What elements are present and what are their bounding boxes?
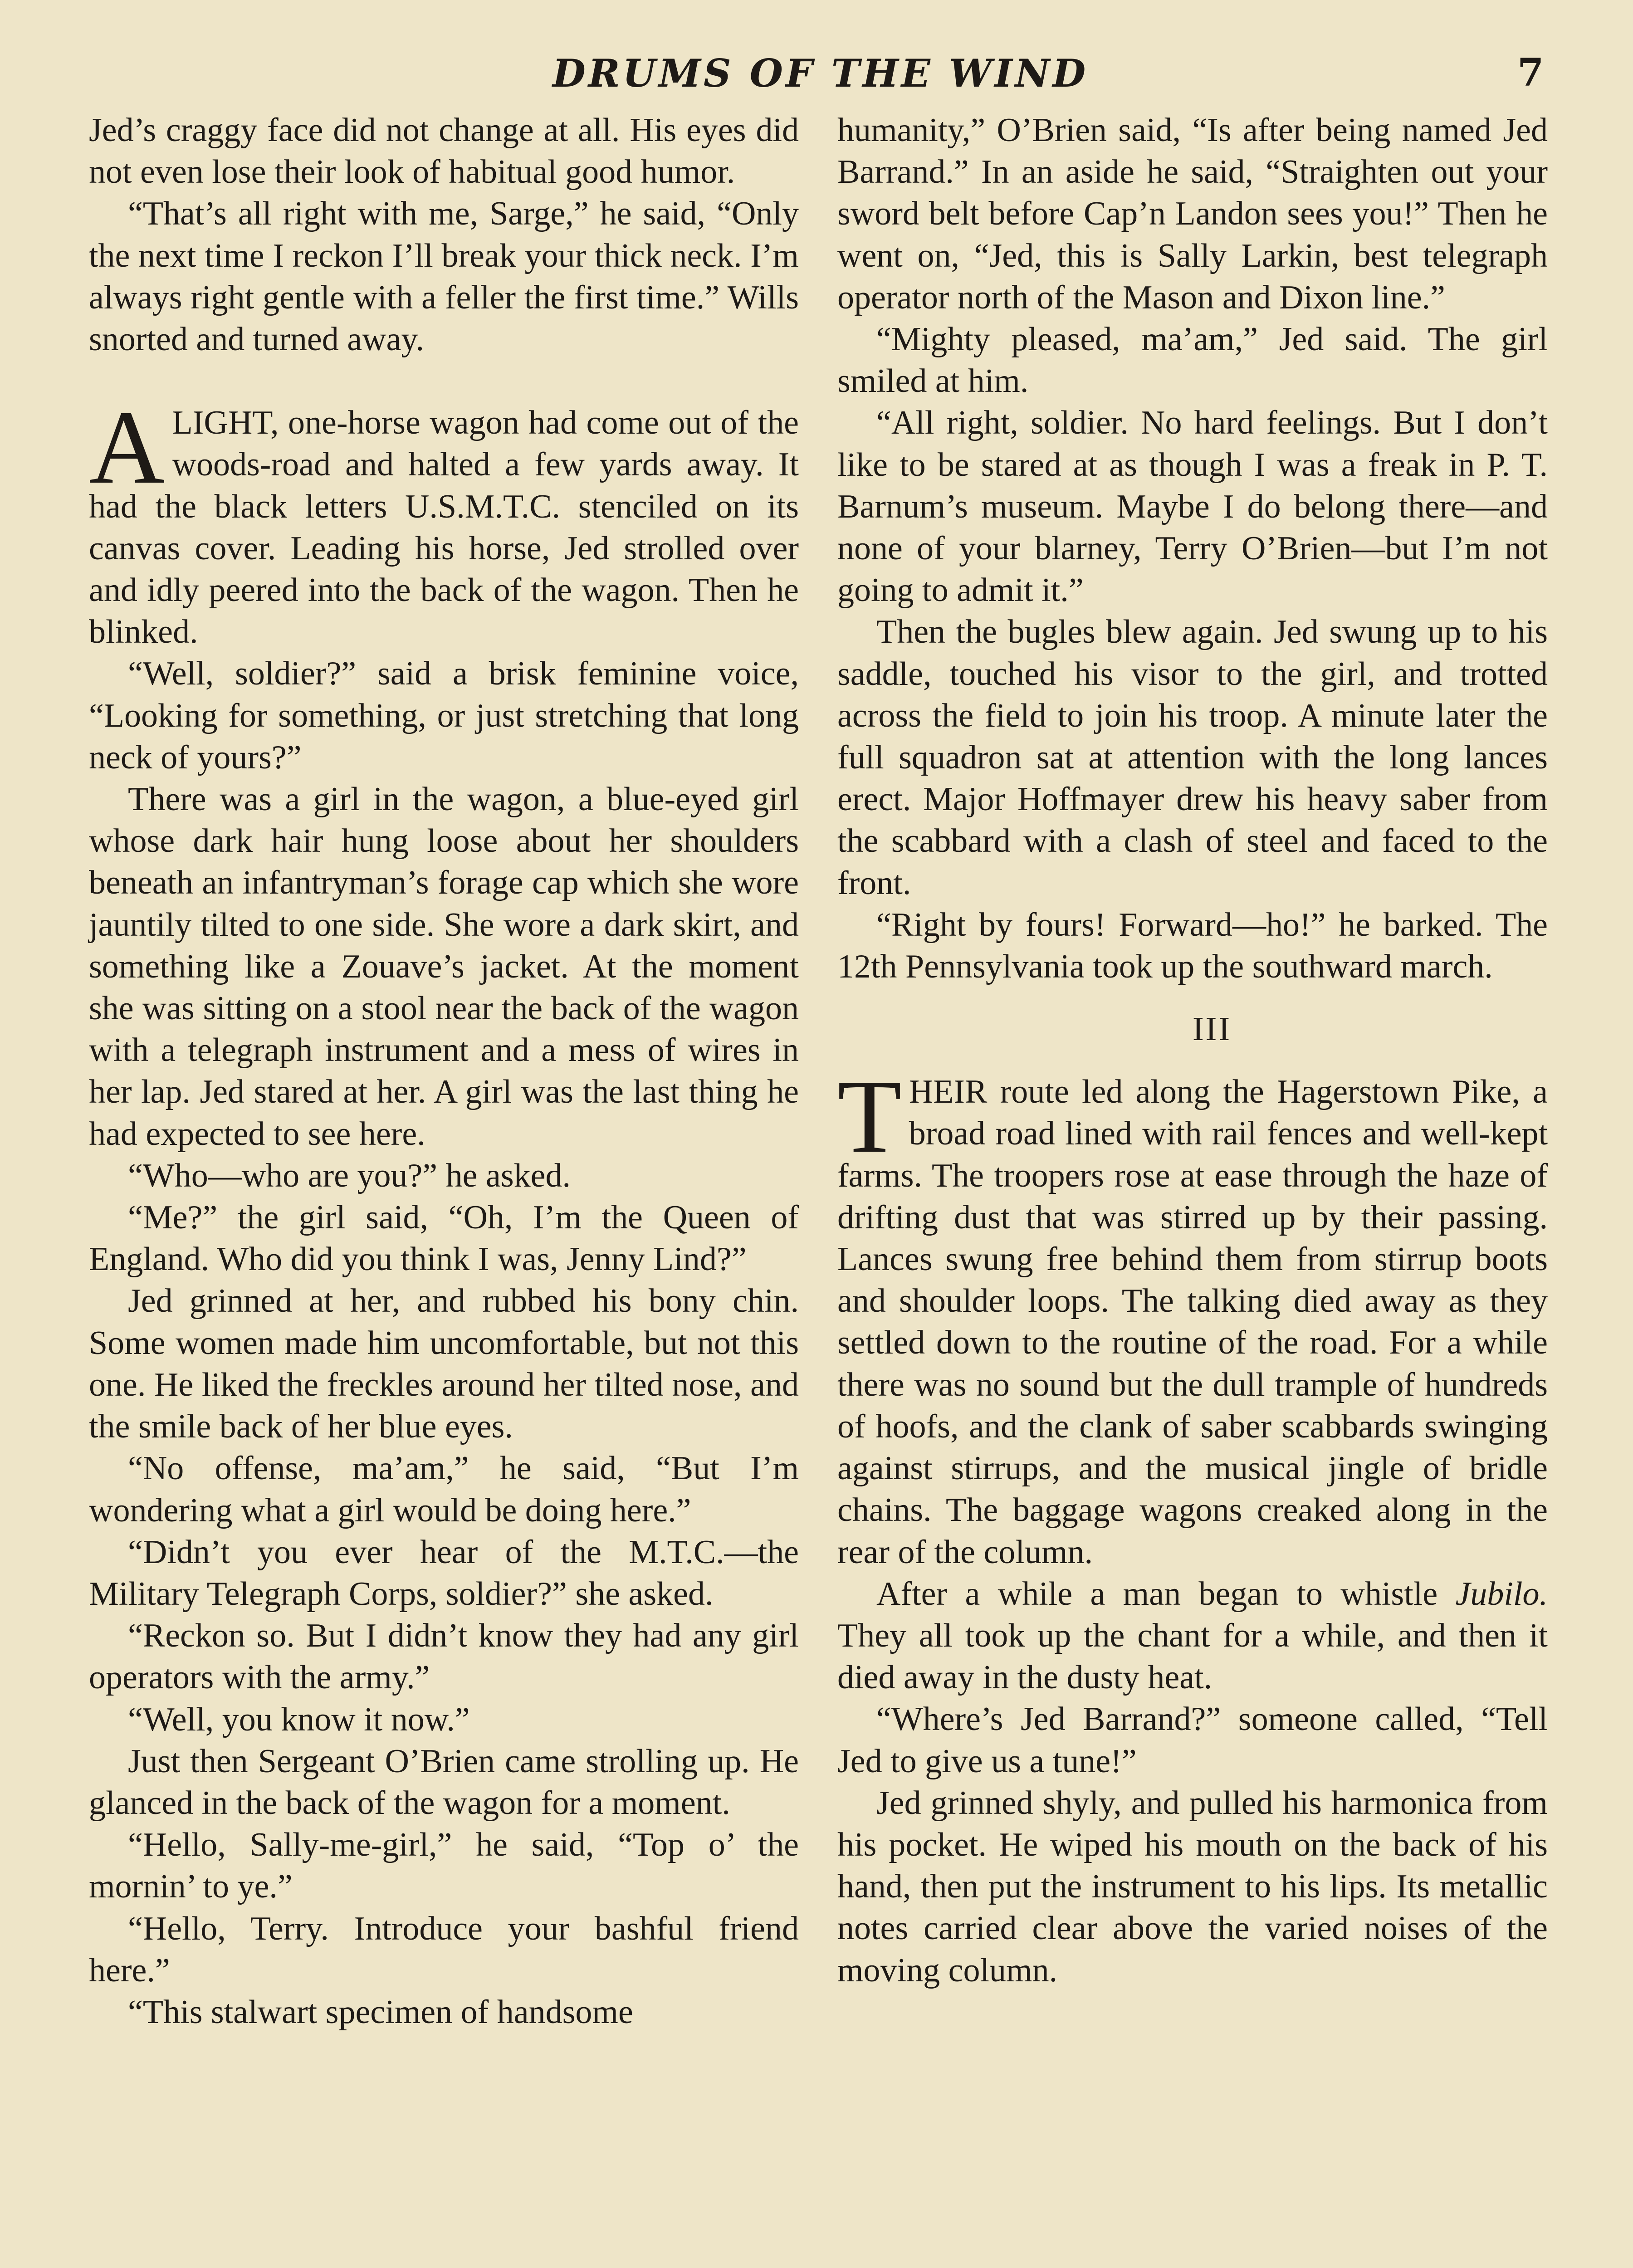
paragraph: “Right by fours! Forward—ho!” he barked. The 12th Pennsylvania took up the southward march. bbox=[837, 906, 1548, 986]
running-title: DRUMS OF THE WIND bbox=[552, 51, 1089, 96]
paragraph: “Where’s Jed Barrand?” someone called, “Tell Jed to give us a tune!” bbox=[837, 1701, 1548, 1780]
section-break bbox=[89, 360, 799, 402]
paragraph: “Who—who are you?” he asked. bbox=[128, 1157, 571, 1194]
paragraph: “Didn’t you ever hear of the M.T.C.—the Military Telegraph Corps, soldier?” she asked. bbox=[89, 1533, 799, 1613]
paragraph: “Well, you know it now.” bbox=[128, 1701, 470, 1738]
paragraph: Jed grinned at her, and rubbed his bony chin. Some women made him uncomfortable, but not this one. He liked the freckles around her tilted nose, and the smile back of her blue eyes. bbox=[89, 1282, 799, 1446]
paragraph: “Mighty pleased, ma’am,” Jed said. The girl smiled at him. bbox=[837, 321, 1548, 400]
paragraph: There was a girl in the wagon, a blue-eyed girl whose dark hair hung loose about her shoulders beneath an infantryman’s forage cap which she wore jauntily tilted to one side. She wore a dark skirt, and something like a Zouave’s jacket. At the moment she was sitting on a stool near the back of the wagon with a telegraph instrument and a mess of wires in her lap. Jed stared at her. A girl was the last thing he had expected to see here. bbox=[89, 781, 799, 1153]
paragraph bbox=[837, 1573, 1548, 1699]
paragraph: “This stalwart specimen of handsome bbox=[128, 1993, 633, 2031]
paragraph: “Well, soldier?” said a brisk feminine voice, “Looking for something, or just stretching that long neck of yours?” bbox=[89, 655, 799, 776]
paragraph: “No offense, ma’am,” he said, “But I’m wondering what a girl would be doing here.” bbox=[89, 1450, 799, 1529]
section-break bbox=[837, 987, 1548, 1008]
paragraph: “That’s all right with me, Sarge,” he said, “Only the next time I reckon I’ll break your thick neck. I’m always right gentle with a feller the first time.” Wills snorted and turned away. bbox=[89, 195, 799, 358]
paragraph: Jed’s craggy face did not change at all. His eyes did not even lose their look of habitual good humor. bbox=[89, 112, 799, 191]
paragraph: Jed grinned shyly, and pulled his harmonica from his pocket. He wiped his mouth on the back of his hand, then put the instrument to his lips. Its metallic notes carried clear above the varied noises of the moving column. bbox=[837, 1784, 1548, 1989]
page-number: 7 bbox=[1517, 50, 1544, 95]
paragraph-with-dropcap bbox=[89, 389, 799, 653]
right-column bbox=[837, 109, 1548, 1991]
paragraph-with-dropcap bbox=[837, 1058, 1548, 1573]
song-title: Jubilo. bbox=[1455, 1575, 1548, 1613]
section-break bbox=[837, 1050, 1548, 1071]
paragraph: Then the bugles blew again. Jed swung up to his saddle, touched his visor to the girl, and trotted across the field to join his troop. A minute later the full squadron sat at attention with the long lances erect. Major Hoffmayer drew his heavy saber from the scabbard with a clash of steel and faced to the front. bbox=[837, 613, 1548, 902]
drop-cap: A bbox=[89, 389, 165, 506]
paragraph-text: LIGHT, one-horse wagon had come out of the woods-road and halted a few yards away. It had the black letters U.S.M.T.C. stenciled on its canvas cover. Leading his horse, Jed strolled over and idly peered into the back of the wagon. Then he blinked. bbox=[89, 404, 799, 651]
left-column bbox=[89, 109, 799, 2033]
paragraph: “Reckon so. But I didn’t know they had any girl operators with the army.” bbox=[89, 1617, 799, 1696]
paragraph: Just then Sergeant O’Brien came strolling up. He glanced in the back of the wagon for a moment. bbox=[89, 1742, 799, 1822]
paragraph: “All right, soldier. No hard feelings. But I don’t like to be stared at as though I was a freak in P. T. Barnum’s museum. Maybe I do belong there—and none of your blarney, Terry O’Brien—but I’m not going to admit it.” bbox=[837, 404, 1548, 609]
paragraph-text: HEIR route led along the Hagerstown Pike, a broad road lined with rail fences and well-kept farms. The troopers rose at ease through the haze of drifting dust that was stirred up by their passing. Lances swung free behind them from stirrup boots and shoulder loops. The talking died away as they settled down to the routine of the road. For a while there was no sound but the dull trample of hundreds of hoofs, and the clank of saber scabbards swinging against stirrups, and the musical jingle of bridle chains. The baggage wagons creaked along in the rear of the column. bbox=[837, 1073, 1548, 1571]
section-heading: III bbox=[1193, 1011, 1232, 1048]
paragraph-text: They all took up the chant for a while, and then it died away in the dusty heat. bbox=[837, 1617, 1548, 1696]
drop-cap: T bbox=[837, 1058, 902, 1175]
paragraph: “Hello, Terry. Introduce your bashful friend here.” bbox=[89, 1910, 799, 1989]
paragraph: humanity,” O’Brien said, “Is after being named Jed Barrand.” In an aside he said, “Straighten out your sword belt before Cap’n Landon sees you!” Then he went on, “Jed, this is Sally Larkin, best telegraph operator north of the Mason and Dixon line.” bbox=[837, 112, 1548, 316]
paragraph: “Me?” the girl said, “Oh, I’m the Queen of England. Who did you think I was, Jenny Lind?” bbox=[89, 1199, 799, 1278]
paragraph-text: After a while a man began to whistle bbox=[876, 1575, 1456, 1613]
paragraph: “Hello, Sally-me-girl,” he said, “Top o’ the mornin’ to ye.” bbox=[89, 1826, 799, 1906]
